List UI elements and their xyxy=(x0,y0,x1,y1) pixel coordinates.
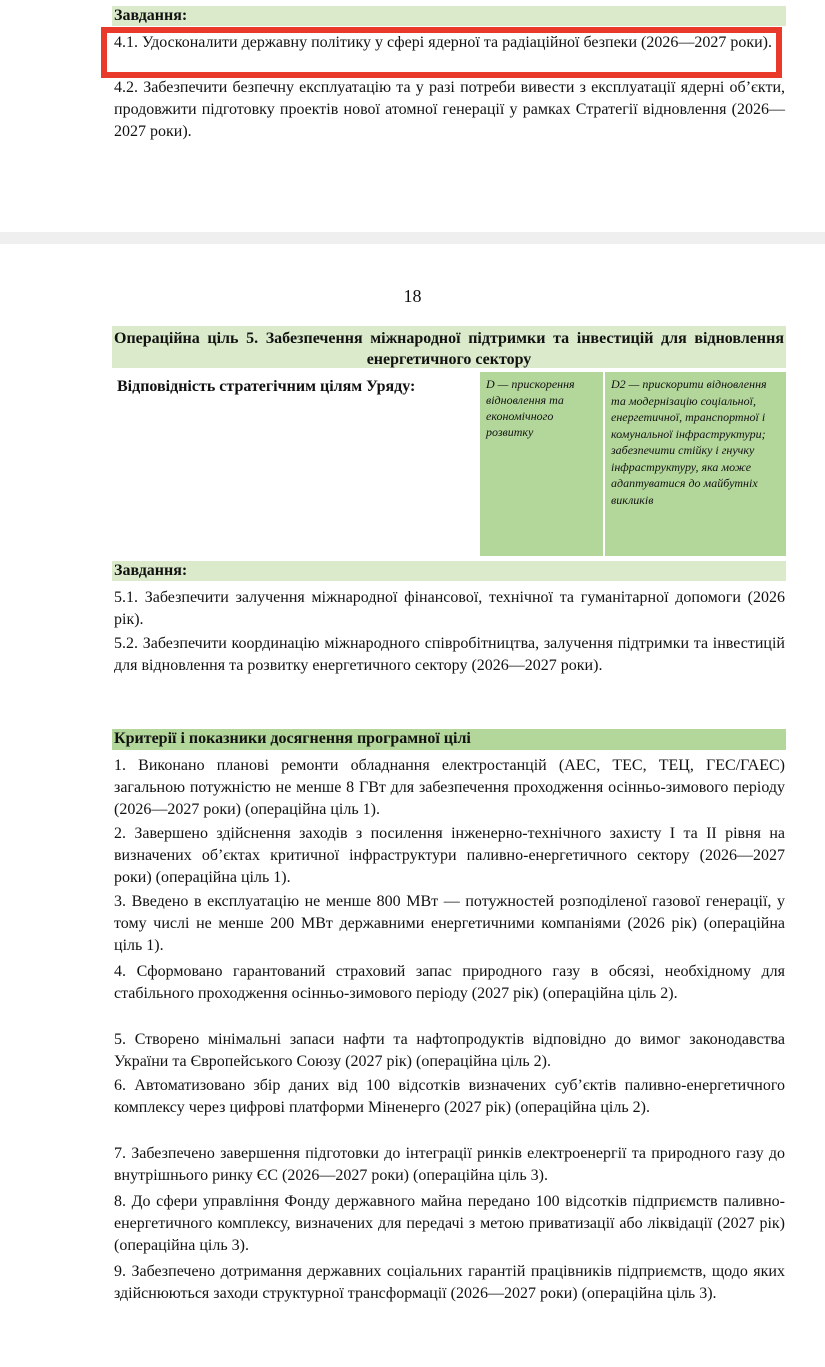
criterion-item: 2. Завершено здійснення заходів з посилення інженерно-технічного захисту I та II рівня на визначених об’єктах критичної інфраструктури паливно-енергетичного сектору (2026—2027 роки) (операційна ціль 1). xyxy=(114,825,785,886)
task-5-1: 5.1. Забезпечити залучення міжнародної фінансової, технічної та гуманітарної допомоги (2026 рік). xyxy=(114,589,785,628)
criterion-item: 4. Сформовано гарантований страховий запас природного газу в обсязі, необхідному для стабільного проходження осінньо-зимового періоду (2027 рік) (операційна ціль 2). xyxy=(114,963,785,1002)
criterion-item: 1. Виконано планові ремонти обладнання електростанцій (АЕС, ТЕС, ТЕЦ, ГЕС/ГАЕС) загальною потужністю не менше 8 ГВт для забезпечення проходження осінньо-зимового періоду (2026—2027 роки) (операційна ціль 1). xyxy=(114,757,785,818)
page-separator xyxy=(0,232,825,244)
criteria-heading: Критерії і показники досягнення програмної цілі xyxy=(112,729,786,750)
strategic-goal-d2-cell: D2 — прискорити відновлення та модернізацію соціальної, енергетичної, транспортної і комунальної інфраструктури; забезпечити стійку і гнучку інфраструктуру, яка може адаптуватися до майбутніх викликів xyxy=(605,372,786,556)
tasks-heading-goal-5: Завдання: xyxy=(112,561,786,581)
criterion-item: 9. Забезпечено дотримання державних соціальних гарантій працівників підприємств, щодо яких здійснюються заходи структурної трансформації (2026—2027 роки) (операційна ціль 3). xyxy=(114,1263,785,1302)
task-5-2: 5.2. Забезпечити координацію міжнародного співробітництва, залучення підтримки та інвестицій для відновлення та розвитку енергетичного сектору (2026—2027 роки). xyxy=(114,635,785,674)
task-4-2: 4.2. Забезпечити безпечну експлуатацію та у разі потреби вивести з експлуатації ядерні об’єкти, продовжити підготовку проектів нової атомної генерації у рамках Стратегії відновлення (2026—2027 роки). xyxy=(114,79,785,140)
strategic-goal-d-cell: D — прискорення відновлення та економічного розвитку xyxy=(480,372,603,556)
criterion-item: 3. Введено в експлуатацію не менше 800 МВт — потужностей розподіленої газової генерації, у тому числі не менше 200 МВт державними енергетичними компаніями (2026 рік) (операційна ціль 1). xyxy=(114,893,785,954)
highlight-annotation-box xyxy=(101,27,782,78)
criterion-item: 6. Автоматизовано збір даних від 100 відсотків визначених суб’єктів паливно-енергетичного комплексу через цифрові платформи Міненерго (2027 рік) (операційна ціль 2). xyxy=(114,1077,785,1116)
criterion-item: 8. До сфери управління Фонду державного майна передано 100 відсотків підприємств паливно-енергетичного комплексу, визначених для передачі з метою приватизації або ліквідації (2027 рік) (операційна ціль 3). xyxy=(114,1193,785,1254)
tasks-heading-top: Завдання: xyxy=(112,6,786,26)
operational-goal-title: Операційна ціль 5. Забезпечення міжнародної підтримки та інвестицій для відновлення енергетичного сектору xyxy=(112,326,786,368)
alignment-label: Відповідність стратегічним цілям Уряду: xyxy=(117,378,416,395)
task-4-1: 4.1. Удосконалити державну політику у сфері ядерної та радіаційної безпеки (2026—2027 роки). xyxy=(114,34,773,51)
page-number: 18 xyxy=(403,286,422,306)
criterion-item: 5. Створено мінімальні запаси нафти та нафтопродуктів відповідно до вимог законодавства України та Європейського Союзу (2027 рік) (операційна ціль 2). xyxy=(114,1031,785,1070)
criterion-item: 7. Забезпечено завершення підготовки до інтеграції ринків електроенергії та природного газу до внутрішнього ринку ЄС (2026—2027 роки) (операційна ціль 3). xyxy=(114,1145,785,1184)
